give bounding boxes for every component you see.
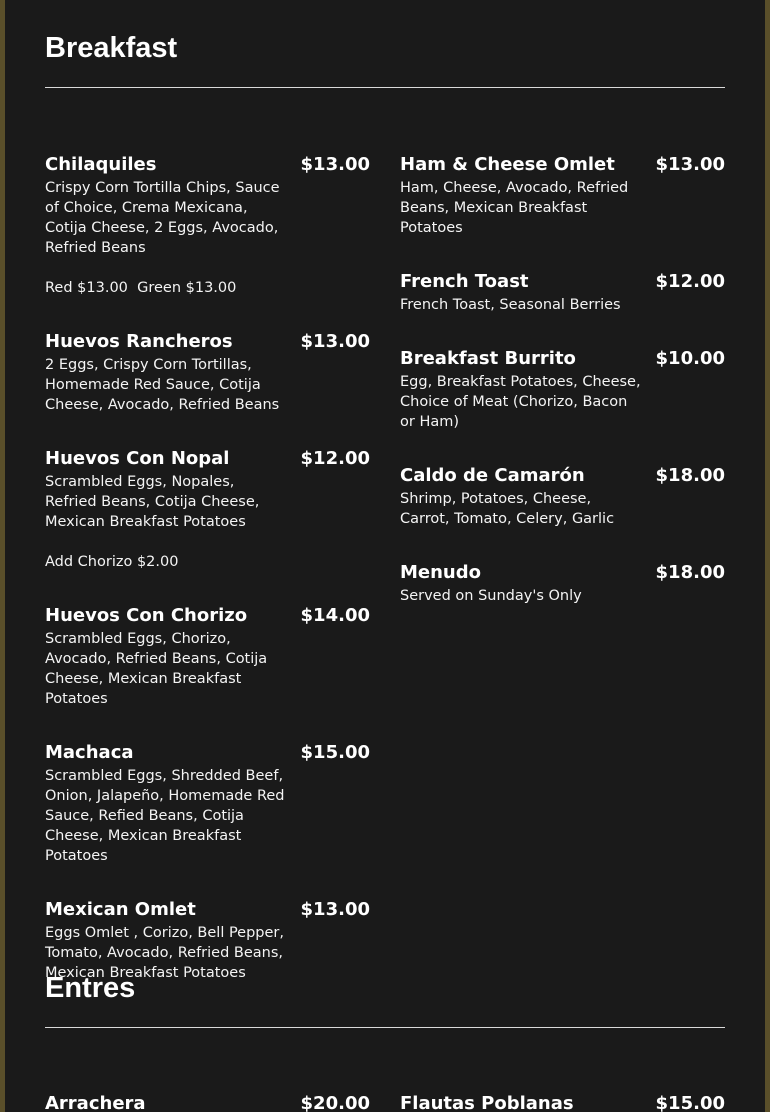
section-divider: [45, 1027, 725, 1028]
item-name: Mexican Omlet: [45, 899, 196, 920]
item-price: $13.00: [300, 331, 370, 352]
menu-item: [400, 1091, 725, 1112]
menu-item: [45, 446, 370, 572]
menu-item: [45, 152, 370, 298]
item-price: $13.00: [300, 899, 370, 920]
entres-right-column: [400, 1091, 725, 1112]
item-name: Huevos Con Nopal: [45, 448, 230, 469]
breakfast-right-column: [400, 152, 725, 637]
item-price: $20.00: [300, 1093, 370, 1112]
menu-item: [45, 1091, 370, 1112]
item-price: $18.00: [655, 465, 725, 486]
section-title-entres: Entres: [45, 972, 136, 1004]
section-title-breakfast: Breakfast: [45, 32, 178, 64]
item-name: Flautas Poblanas: [400, 1093, 574, 1112]
item-price: $14.00: [300, 605, 370, 626]
item-description: Served on Sunday's Only: [400, 588, 582, 604]
item-name: Arrachera: [45, 1093, 146, 1112]
item-description: Shrimp, Potatoes, Cheese, Carrot, Tomato, Celery, Garlic: [400, 491, 615, 527]
item-name: Breakfast Burrito: [400, 348, 576, 369]
item-description: Scrambled Eggs, Chorizo, Avocado, Refried Beans, Cotija Cheese, Mexican Breakfast Potatoes: [45, 631, 268, 707]
item-description: Eggs Omlet , Corizo, Bell Pepper, Tomato, Avocado, Refried Beans, Mexican Breakfast Potatoes: [45, 925, 285, 981]
item-description: Crispy Corn Tortilla Chips, Sauce of Choice, Crema Mexicana, Cotija Cheese, 2 Eggs, Avocado, Refried Beans: [45, 180, 280, 256]
breakfast-left-column: [45, 152, 370, 1014]
item-name: French Toast: [400, 271, 529, 292]
item-name: Menudo: [400, 562, 481, 583]
item-name: Huevos Con Chorizo: [45, 605, 248, 626]
item-name: Caldo de Camarón: [400, 465, 585, 486]
item-description: French Toast, Seasonal Berries: [400, 297, 621, 313]
menu-item: [400, 152, 725, 238]
menu-item: [45, 897, 370, 983]
item-name: Ham & Cheese Omlet: [400, 154, 615, 175]
menu-item: [45, 740, 370, 866]
menu-item: [400, 269, 725, 315]
section-divider: [45, 87, 725, 88]
item-name: Machaca: [45, 742, 134, 763]
item-description: Ham, Cheese, Avocado, Refried Beans, Mexican Breakfast Potatoes: [400, 180, 629, 236]
item-price: $12.00: [655, 271, 725, 292]
entres-left-column: [45, 1091, 370, 1112]
menu-panel: [5, 0, 765, 1112]
item-extra: Red $13.00 Green $13.00: [45, 280, 237, 296]
item-price: $12.00: [300, 448, 370, 469]
menu-item: [400, 346, 725, 432]
item-price: $15.00: [300, 742, 370, 763]
menu-item: [45, 603, 370, 709]
item-description: 2 Eggs, Crispy Corn Tortillas, Homemade Red Sauce, Cotija Cheese, Avocado, Refried Beans: [45, 357, 280, 413]
item-description: Scrambled Eggs, Shredded Beef, Onion, Jalapeño, Homemade Red Sauce, Refied Beans, Cotija Cheese, Mexican Breakfast Potatoes: [45, 768, 285, 864]
item-extra: Add Chorizo $2.00: [45, 554, 179, 570]
item-price: $13.00: [300, 154, 370, 175]
item-price: $15.00: [655, 1093, 725, 1112]
item-name: Huevos Rancheros: [45, 331, 233, 352]
item-description: Scrambled Eggs, Nopales, Refried Beans, Cotija Cheese, Mexican Breakfast Potatoes: [45, 474, 260, 530]
item-price: $10.00: [655, 348, 725, 369]
menu-item: [45, 329, 370, 415]
item-name: Chilaquiles: [45, 154, 157, 175]
menu-item: [400, 560, 725, 606]
menu-item: [400, 463, 725, 529]
item-description: Egg, Breakfast Potatoes, Cheese, Choice of Meat (Chorizo, Bacon or Ham): [400, 374, 641, 430]
item-price: $13.00: [655, 154, 725, 175]
item-price: $18.00: [655, 562, 725, 583]
